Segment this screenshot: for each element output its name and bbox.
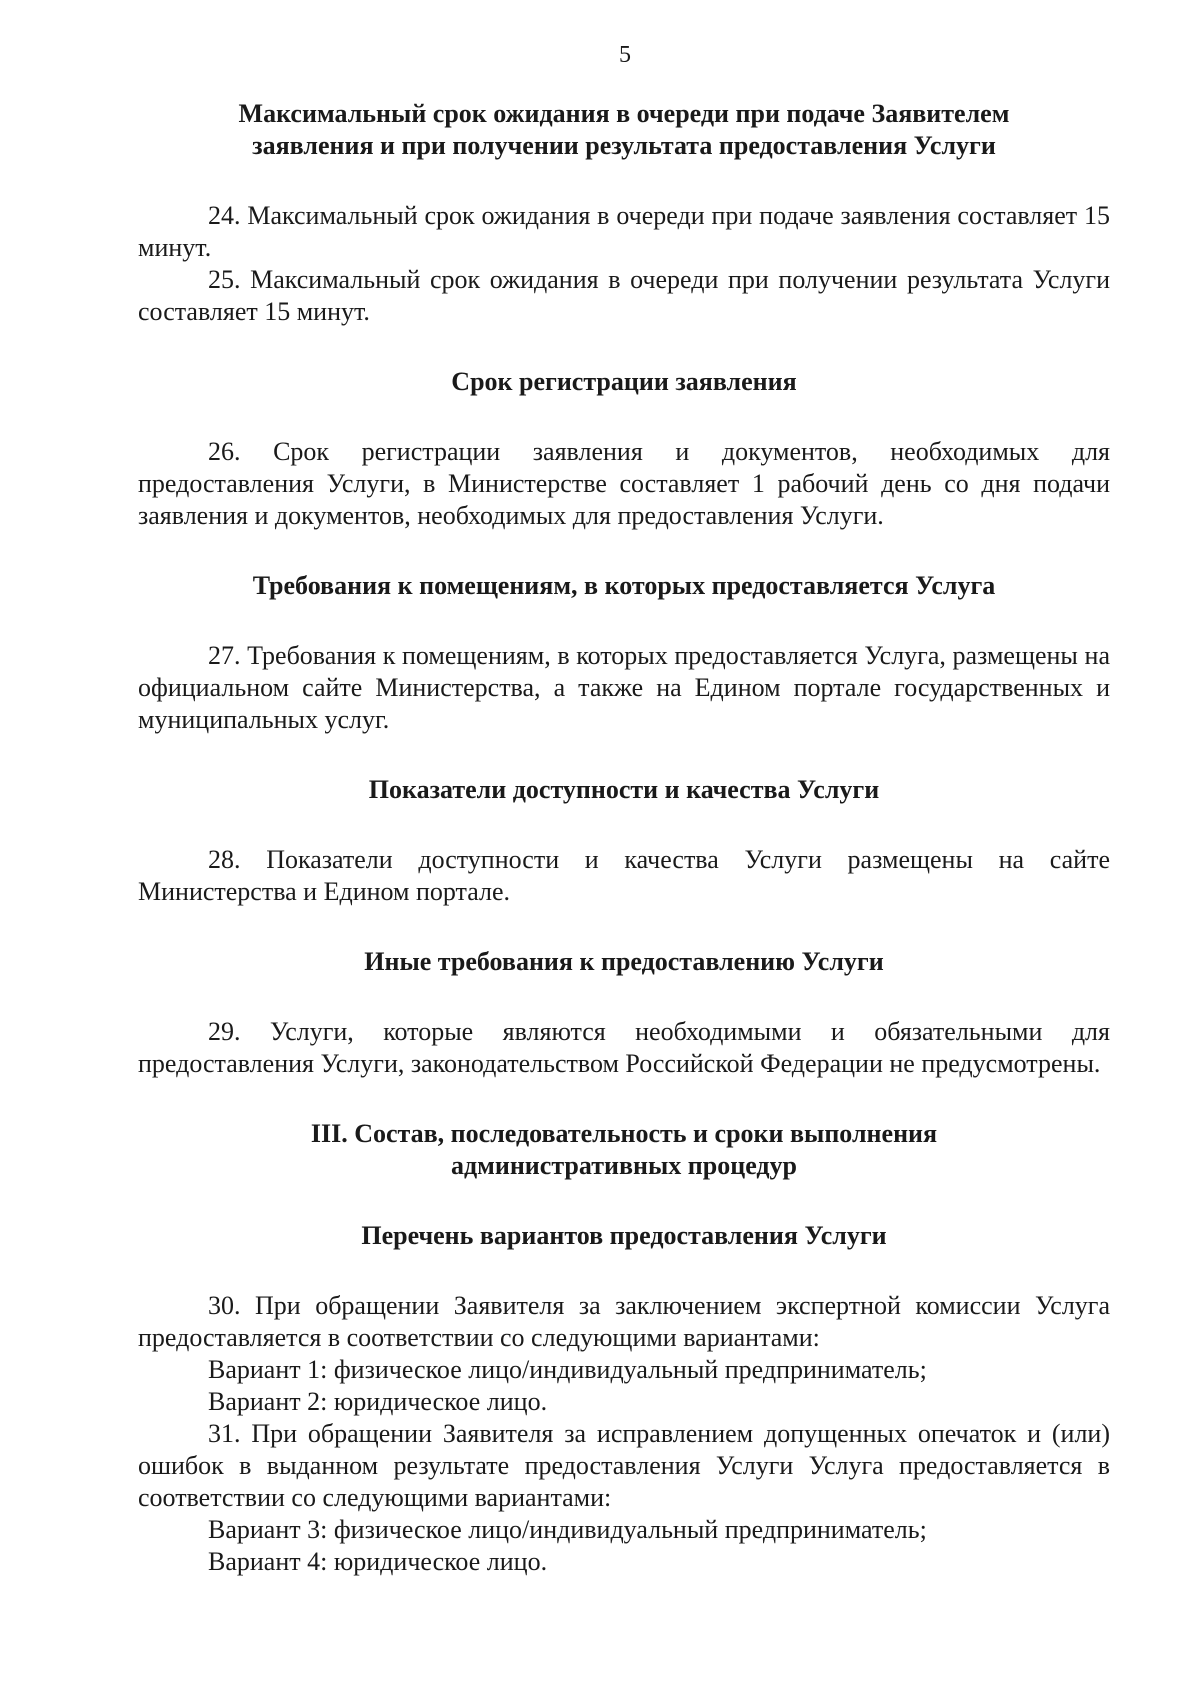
paragraph-31: 31. При обращении Заявителя за исправлением допущенных опечаток и (или) ошибок в выданном результате предоставления Услуги Услуга предоставляется в соответствии со следующими вариантами: bbox=[138, 1419, 1110, 1512]
paragraph-26: 26. Срок регистрации заявления и документов, необходимых для предоставления Услуги, в Министерстве составляет 1 рабочий день со дня подачи заявления и документов, необходимых для предоставления Услуги. bbox=[138, 437, 1110, 530]
variant-4: Вариант 4: юридическое лицо. bbox=[208, 1547, 548, 1576]
paragraph-27: 27. Требования к помещениям, в которых предоставляется Услуга, размещены на официальном сайте Министерства, а также на Едином портале государственных и муниципальных услуг. bbox=[138, 641, 1110, 734]
variant-1: Вариант 1: физическое лицо/индивидуальный предприниматель; bbox=[208, 1355, 927, 1384]
paragraph-30: 30. При обращении Заявителя за заключением экспертной комиссии Услуга предоставляется в соответствии со следующими вариантами: bbox=[138, 1291, 1110, 1352]
paragraph-28: 28. Показатели доступности и качества Услуги размещены на сайте Министерства и Едином портале. bbox=[138, 845, 1110, 906]
page-number: 5 bbox=[619, 42, 631, 68]
section-heading-variants: Перечень вариантов предоставления Услуги bbox=[361, 1221, 887, 1250]
variant-3: Вариант 3: физическое лицо/индивидуальный предприниматель; bbox=[208, 1515, 927, 1544]
section-heading-queue-time: Максимальный срок ожидания в очереди при подаче Заявителем заявления и при получении результата предоставления Услуги bbox=[238, 99, 1010, 160]
paragraph-24: 24. Максимальный срок ожидания в очереди при подаче заявления составляет 15 минут. bbox=[138, 201, 1110, 262]
paragraph-29: 29. Услуги, которые являются необходимыми и обязательными для предоставления Услуги, законодательством Российской Федерации не предусмотрены. bbox=[138, 1017, 1110, 1078]
chapter-heading-line-2: административных процедур bbox=[450, 1151, 798, 1180]
section-heading-premises: Требования к помещениям, в которых предоставляется Услуга bbox=[252, 571, 996, 600]
section-heading-other-requirements: Иные требования к предоставлению Услуги bbox=[364, 947, 884, 976]
document-body bbox=[138, 98, 1110, 1578]
chapter-heading-line-1: III. Состав, последовательность и сроки выполнения bbox=[310, 1119, 938, 1148]
variant-2: Вариант 2: юридическое лицо. bbox=[208, 1387, 548, 1416]
section-heading-quality: Показатели доступности и качества Услуги bbox=[368, 775, 880, 804]
paragraph-25: 25. Максимальный срок ожидания в очереди при получении результата Услуги составляет 15 минут. bbox=[138, 265, 1110, 326]
section-heading-registration-time: Срок регистрации заявления bbox=[451, 367, 797, 396]
